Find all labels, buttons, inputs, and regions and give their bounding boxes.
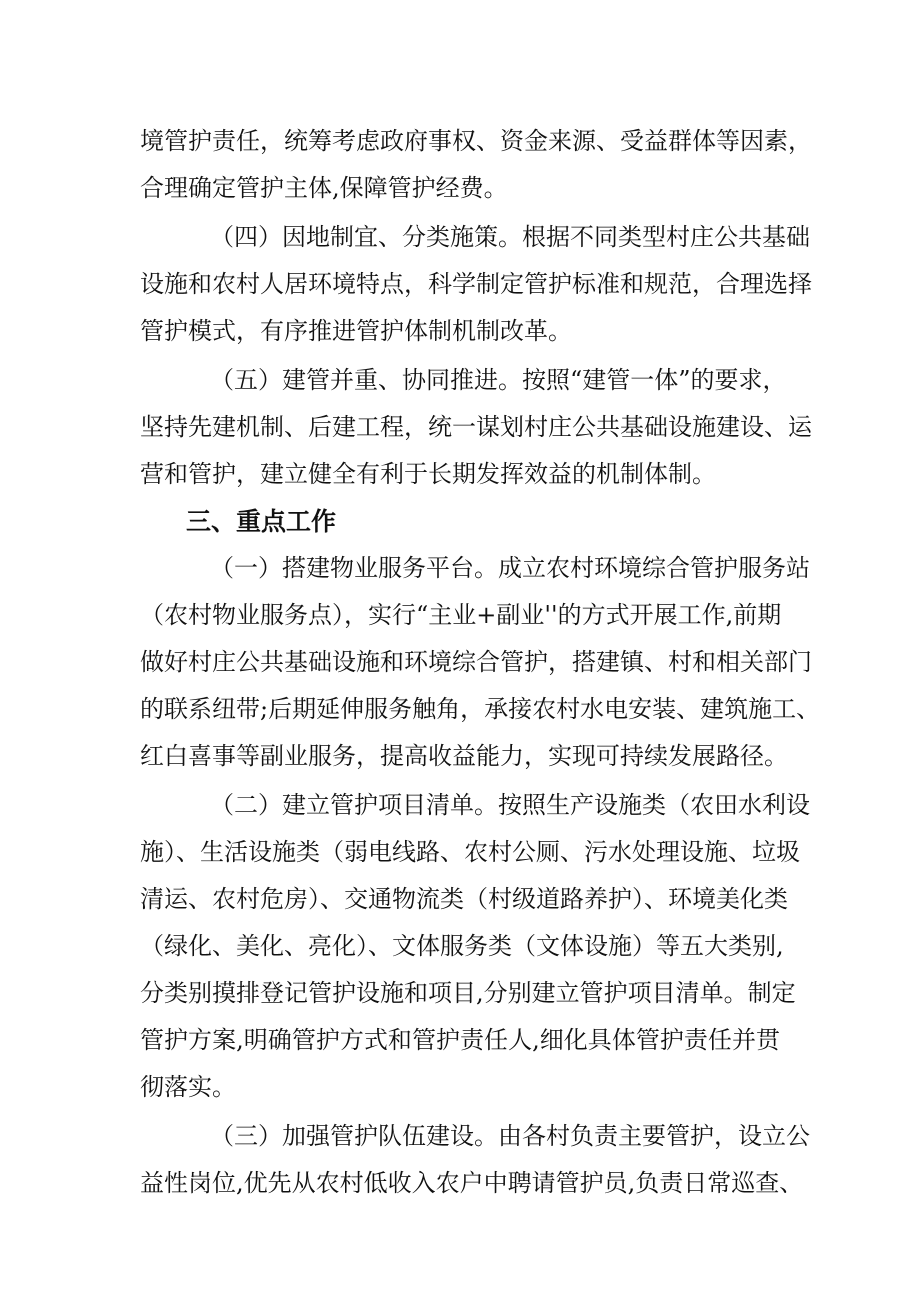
text-line: 分类别摸排登记管护设施和项目,分别建立管护项目清单。制定 (140, 979, 796, 1007)
section-heading: 三、重点工作 (186, 507, 337, 536)
text-line: 清运、农村危房）、交通物流类（村级道路养护）、环境美化类 (140, 885, 788, 913)
text-line: 境管护责任，统筹考虑政府事权、资金来源、受益群体等因素， (140, 127, 812, 155)
text-line: （二）建立管护项目清单。按照生产设施类（农田水利设 (210, 791, 810, 819)
paragraph-s3 (140, 1113, 810, 1207)
text-line: （三）加强管护队伍建设。由各村负责主要管护，设立公 (210, 1122, 810, 1150)
text-line: 彻落实。 (140, 1073, 236, 1101)
text-line: 益性岗位,优先从农村低收入农户中聘请管护员,负责日常巡查、 (140, 1169, 804, 1197)
document-page (140, 118, 821, 1207)
text-line: 做好村庄公共基础设施和环境综合管护，搭建镇、村和相关部门 (140, 648, 812, 676)
text-line: 管护模式，有序推进管护体制机制改革。 (140, 317, 572, 345)
paragraph-s1 (140, 545, 821, 780)
text-line: 管护方案,明确管护方式和管护责任人,细化具体管护责任并贯 (140, 1026, 780, 1054)
paragraph-s2 (140, 782, 810, 1111)
text-line: （四）因地制宜、分类施策。根据不同类型村庄公共基础 (210, 223, 810, 251)
text-line: 施）、生活设施类（弱电线路、农村公厕、污水处理设施、垃圾 (140, 838, 800, 866)
text-line: 的联系纽带;后期延伸服务触角，承接农村水电安装、建筑施工、 (140, 695, 821, 723)
paragraph-p2 (140, 357, 812, 498)
text-line: 营和管护，建立健全有利于长期发挥效益的机制体制。 (140, 460, 716, 488)
text-line: 坚持先建机制、后建工程，统一谋划村庄公共基础设施建设、运 (140, 413, 812, 441)
text-line: （绿化、美化、亮化）、文体服务类（文体设施）等五大类别, (140, 932, 784, 960)
paragraph-p0 (140, 118, 812, 212)
text-line: 合理确定管护主体,保障管护经费。 (140, 174, 508, 202)
text-line: （农村物业服务点），实行“主业+副业''的方式开展工作,前期 (140, 601, 782, 629)
text-line: （一）搭建物业服务平台。成立农村环境综合管护服务站 (210, 554, 810, 582)
text-line: 红白喜事等副业服务，提高收益能力，实现可持续发展路径。 (140, 742, 788, 770)
text-line: （五）建管并重、协同推进。按照“建管一体”的要求， (210, 366, 787, 394)
paragraph-p1 (140, 214, 812, 355)
text-line: 设施和农村人居环境特点，科学制定管护标准和规范，合理选择 (140, 270, 812, 298)
